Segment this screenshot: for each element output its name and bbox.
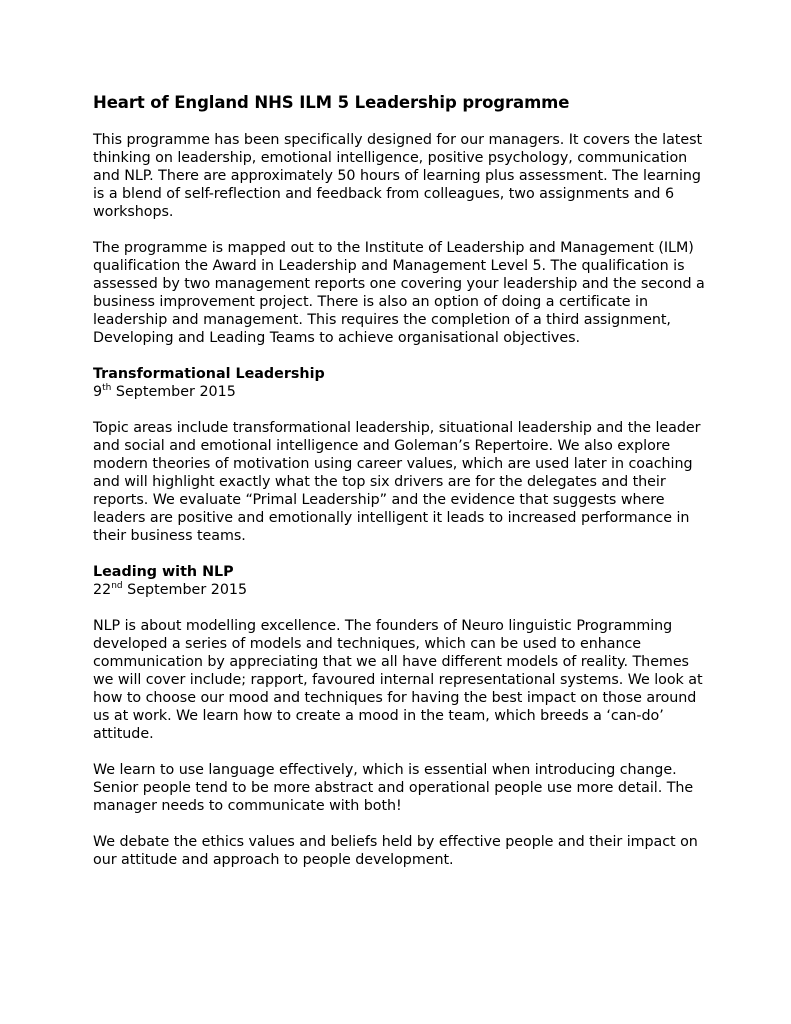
text-line: developed a series of models and techniques, which can be used to enhance <box>93 636 642 652</box>
date-day: 22 <box>93 582 112 598</box>
section-date <box>93 383 705 401</box>
section-paragraph <box>93 761 705 815</box>
text-line: us at work. We learn how to create a mood in the team, which breeds a ‘can-do’ <box>93 708 664 724</box>
text-line: our attitude and approach to people development. <box>93 852 454 868</box>
text-line: qualification the Award in Leadership and Management Level 5. The qualification is <box>93 258 685 274</box>
text-line: and NLP. There are approximately 50 hours of learning plus assessment. The learning <box>93 168 701 184</box>
section-heading: Transformational Leadership <box>93 366 325 382</box>
section-paragraph <box>93 419 705 545</box>
text-line: leadership and management. This requires the completion of a third assignment, <box>93 312 671 328</box>
text-line: we will cover include; rapport, favoured internal representational systems. We look at <box>93 672 703 688</box>
text-line: attitude. <box>93 726 154 742</box>
text-line: manager needs to communicate with both! <box>93 798 402 814</box>
text-line: We learn to use language effectively, which is essential when introducing change. <box>93 762 677 778</box>
section-leading-with-nlp <box>93 563 705 869</box>
text-line: leaders are positive and emotionally intelligent it leads to increased performance in <box>93 510 690 526</box>
date-rest: September 2015 <box>111 384 236 400</box>
document-title: Heart of England NHS ILM 5 Leadership programme <box>93 93 570 112</box>
text-line: their business teams. <box>93 528 246 544</box>
text-line: is a blend of self-reflection and feedback from colleagues, two assignments and 6 <box>93 186 674 202</box>
text-line: how to choose our mood and techniques for having the best impact on those around <box>93 690 697 706</box>
text-line: Senior people tend to be more abstract and operational people use more detail. The <box>93 780 694 796</box>
text-line: reports. We evaluate “Primal Leadership” and the evidence that suggests where <box>93 492 665 508</box>
text-line: communication by appreciating that we all have different models of reality. Themes <box>93 654 689 670</box>
section-paragraph <box>93 617 705 743</box>
text-line: assessed by two management reports one covering your leadership and the second a <box>93 276 705 292</box>
intro-paragraph-2 <box>93 239 705 347</box>
section-heading: Leading with NLP <box>93 564 234 580</box>
text-line: This programme has been specifically designed for our managers. It covers the latest <box>93 132 703 148</box>
date-rest: September 2015 <box>122 582 248 598</box>
text-line: modern theories of motivation using career values, which are used later in coaching <box>93 456 693 472</box>
text-line: business improvement project. There is also an option of doing a certificate in <box>93 294 648 310</box>
text-line: The programme is mapped out to the Institute of Leadership and Management (ILM) <box>93 240 694 256</box>
text-line: NLP is about modelling excellence. The founders of Neuro linguistic Programming <box>93 618 673 634</box>
text-line: We debate the ethics values and beliefs held by effective people and their impact on <box>93 834 698 850</box>
text-line: thinking on leadership, emotional intelligence, positive psychology, communication <box>93 150 688 166</box>
document-page <box>93 92 705 887</box>
date-suffix: nd <box>111 581 123 592</box>
text-line: and will highlight exactly what the top six drivers are for the delegates and their <box>93 474 666 490</box>
date-day: 9 <box>93 384 103 400</box>
date-suffix: th <box>102 383 112 394</box>
section-date <box>93 581 705 599</box>
intro-paragraph-1 <box>93 131 705 221</box>
section-paragraph <box>93 833 705 869</box>
section-transformational-leadership <box>93 365 705 545</box>
text-line: Developing and Leading Teams to achieve organisational objectives. <box>93 330 580 346</box>
text-line: and social and emotional intelligence and Goleman’s Repertoire. We also explore <box>93 438 671 454</box>
text-line: workshops. <box>93 204 174 220</box>
text-line: Topic areas include transformational leadership, situational leadership and the leader <box>93 420 701 436</box>
